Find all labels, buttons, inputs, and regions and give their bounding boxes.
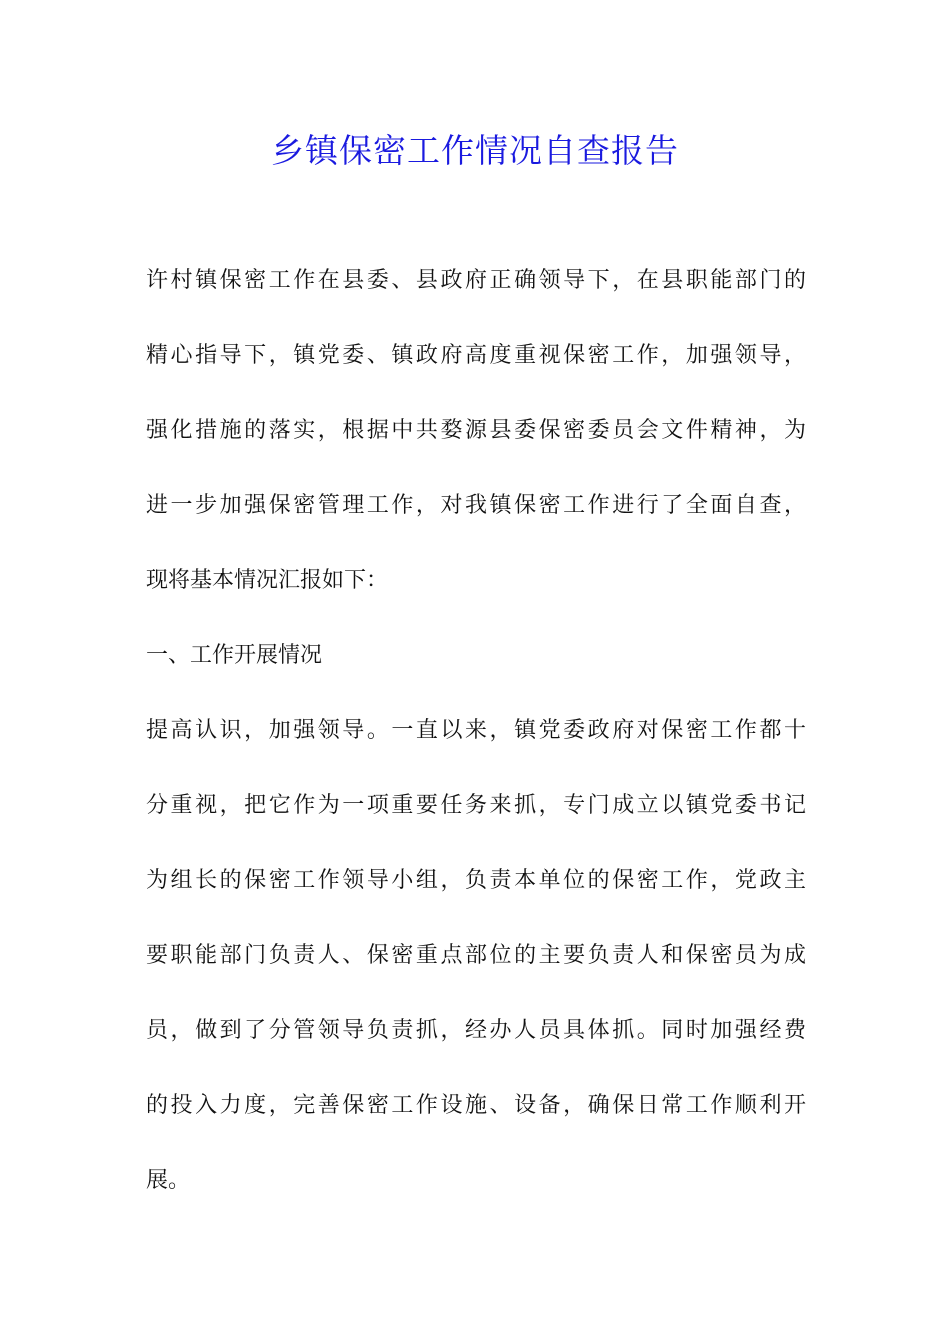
body-line: 强化措施的落实，根据中共婺源县委保密委员会文件精神，为 <box>146 418 806 443</box>
body-line: 精心指导下，镇党委、镇政府高度重视保密工作，加强领导， <box>146 343 806 368</box>
body-line: 要职能部门负责人、保密重点部位的主要负责人和保密员为成 <box>146 943 806 968</box>
body-line: 展。 <box>146 1168 191 1193</box>
body-line: 分重视，把它作为一项重要任务来抓，专门成立以镇党委书记 <box>146 793 806 818</box>
document-title: 乡镇保密工作情况自查报告 <box>271 131 679 170</box>
body-line: 许村镇保密工作在县委、县政府正确领导下，在县职能部门的 <box>146 268 806 293</box>
document-body <box>146 262 806 1237</box>
body-line: 一、工作开展情况 <box>146 643 323 668</box>
body-line: 的投入力度，完善保密工作设施、设备，确保日常工作顺利开 <box>146 1093 806 1118</box>
body-line: 提高认识，加强领导。一直以来，镇党委政府对保密工作都十 <box>146 718 806 743</box>
body-line: 现将基本情况汇报如下： <box>146 568 389 593</box>
body-line: 为组长的保密工作领导小组，负责本单位的保密工作，党政主 <box>146 868 806 893</box>
body-line: 进一步加强保密管理工作，对我镇保密工作进行了全面自查， <box>146 493 806 518</box>
body-line: 员，做到了分管领导负责抓，经办人员具体抓。同时加强经费 <box>146 1018 806 1043</box>
